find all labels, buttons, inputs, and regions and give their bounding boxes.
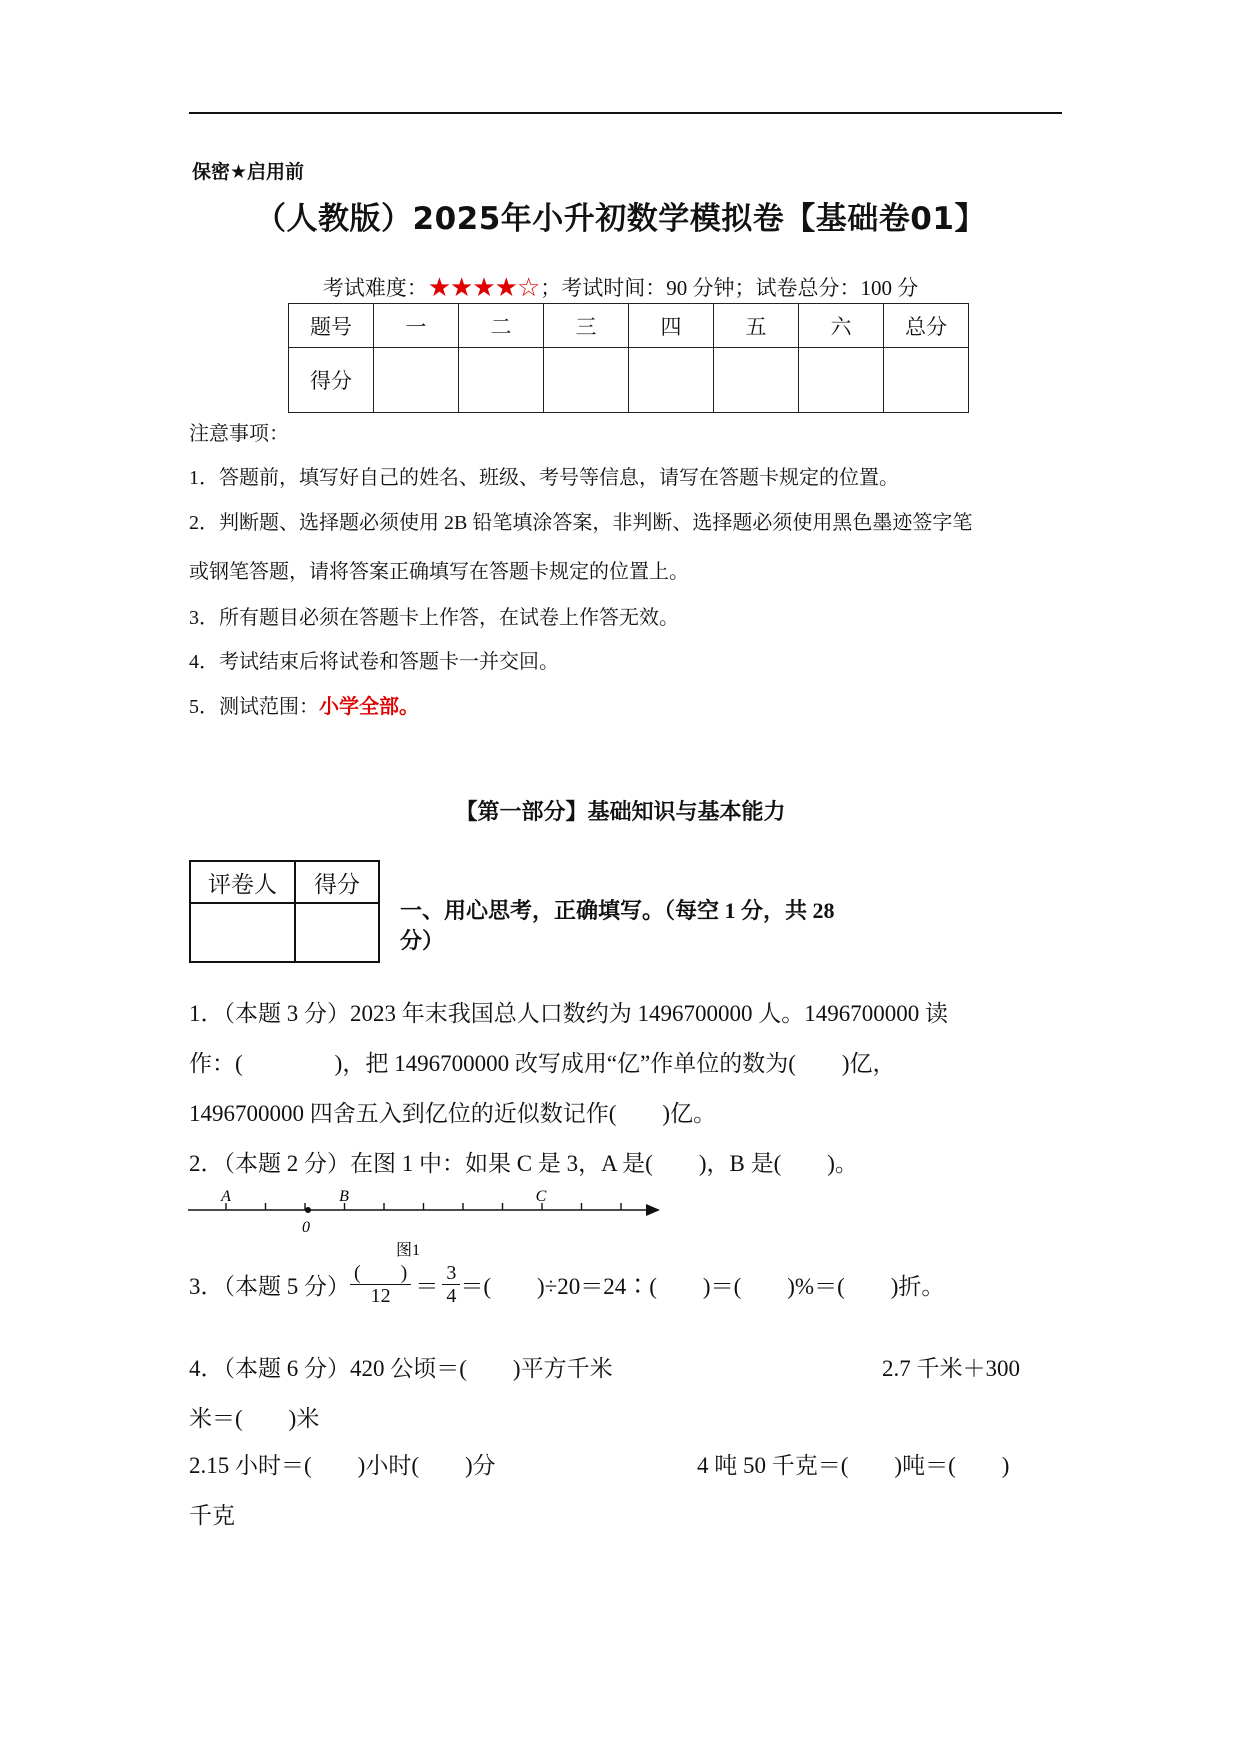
note-item: 3．所有题目必须在答题卡上作答，在试卷上作答无效。 <box>189 607 679 629</box>
section-title <box>400 896 920 956</box>
fraction-numerator: ( ) <box>350 1262 411 1285</box>
header-rule <box>189 112 1062 114</box>
question-3-prefix: 3．（本题 5 分） <box>189 1274 350 1299</box>
score-table-header-cell: 题号 <box>289 304 374 348</box>
difficulty-stars-empty: ☆ <box>516 273 541 302</box>
question-4-line: 米＝( )米 <box>189 1406 320 1431</box>
difficulty-stars-filled: ★★★★ <box>427 273 517 302</box>
question-4-line-right: 4 吨 50 千克＝( )吨＝( ) <box>697 1453 1010 1478</box>
section-title-line: 一、用心思考，正确填写。（每空 1 分，共 28 <box>400 898 835 923</box>
note-item: 1．答题前，填写好自己的姓名、班级、考号等信息，请写在答题卡规定的位置。 <box>189 467 899 489</box>
score-cell[interactable] <box>714 348 799 413</box>
section-title-line: 分） <box>400 928 445 953</box>
grader-label: 评卷人 <box>190 861 295 903</box>
grader-cell[interactable] <box>190 903 295 962</box>
note-scope-value: 小学全部。 <box>319 694 419 718</box>
confidential-label: 保密★启用前 <box>192 161 305 183</box>
question-4-line: 4．（本题 6 分）420 公顷＝( )平方千米 <box>189 1356 613 1381</box>
score-cell[interactable] <box>459 348 544 413</box>
fraction-denominator: 4 <box>446 1285 457 1307</box>
grader-table <box>189 860 380 963</box>
page-title: （人教版）2025年小升初数学模拟卷【基础卷01】 <box>255 201 986 237</box>
note-item: 2．判断题、选择题必须使用 2B 铅笔填涂答案，非判断、选择题必须使用黑色墨迹签字笔 <box>189 512 973 534</box>
note-scope-prefix: 5．测试范围： <box>189 696 319 718</box>
exam-meta <box>0 272 1241 303</box>
equals-sign: ＝ <box>415 1274 439 1299</box>
number-line-label-b: B <box>339 1188 349 1205</box>
number-line-ticks <box>226 1203 621 1210</box>
question-3-rest: ＝( )÷20＝24∶( )＝( )%＝( )折。 <box>460 1274 945 1299</box>
score-cell[interactable] <box>374 348 459 413</box>
note-item: 4．考试结束后将试卷和答题卡一并交回。 <box>189 651 559 673</box>
question-1-line: 1496700000 四舍五入到亿位的近似数记作( )亿。 <box>189 1101 717 1126</box>
score-cell[interactable] <box>799 348 884 413</box>
number-line-figure <box>186 1188 666 1258</box>
note-item-scope <box>189 690 419 719</box>
grader-score-label: 得分 <box>295 861 379 903</box>
score-table-header-cell: 五 <box>714 304 799 348</box>
fraction-three-quarters <box>442 1262 460 1307</box>
score-table-header-cell: 一 <box>374 304 459 348</box>
score-table-header-cell: 六 <box>799 304 884 348</box>
question-4-line-right: 2.7 千米＋300 <box>882 1356 1020 1381</box>
question-1-line: 1．（本题 3 分）2023 年末我国总人口数约为 1496700000 人。1496700000 读 <box>189 1001 948 1026</box>
notes-title: 注意事项： <box>189 423 289 445</box>
number-line-caption: 图1 <box>396 1242 421 1258</box>
score-table-header-cell: 二 <box>459 304 544 348</box>
number-line-arrow <box>646 1204 660 1216</box>
exam-info: ；考试时间：90 分钟；试卷总分：100 分 <box>540 276 919 300</box>
question-3 <box>189 1262 944 1307</box>
number-line-label-c: C <box>535 1188 547 1205</box>
part-title: 【第一部分】基础知识与基本能力 <box>455 800 786 825</box>
score-table-header-cell: 三 <box>544 304 629 348</box>
fraction-blank-over-12 <box>350 1262 411 1307</box>
question-2: 2．（本题 2 分）在图 1 中：如果 C 是 3，A 是( )，B 是( )。 <box>189 1151 858 1176</box>
fraction-numerator: 3 <box>442 1262 460 1285</box>
number-line-label-a: A <box>221 1188 231 1205</box>
score-table <box>288 303 969 413</box>
score-cell[interactable] <box>629 348 714 413</box>
score-table-header-cell: 四 <box>629 304 714 348</box>
note-item: 或钢笔答题，请将答案正确填写在答题卡规定的位置上。 <box>189 561 689 583</box>
fraction-denominator: 12 <box>370 1285 391 1307</box>
number-line-zero-label: 0 <box>302 1219 310 1236</box>
score-row-label: 得分 <box>289 348 374 413</box>
score-cell[interactable] <box>544 348 629 413</box>
score-table-header-cell: 总分 <box>884 304 969 348</box>
question-4-line: 千克 <box>189 1503 235 1528</box>
question-1-line: 作：( )，把 1496700000 改写成用“亿”作单位的数为( )亿， <box>189 1051 896 1076</box>
score-cell[interactable] <box>884 348 969 413</box>
difficulty-label: 考试难度： <box>322 276 428 300</box>
grader-score-cell[interactable] <box>295 903 379 962</box>
question-4-line: 2.15 小时＝( )小时( )分 <box>189 1453 496 1478</box>
number-line-origin-dot <box>305 1207 311 1213</box>
